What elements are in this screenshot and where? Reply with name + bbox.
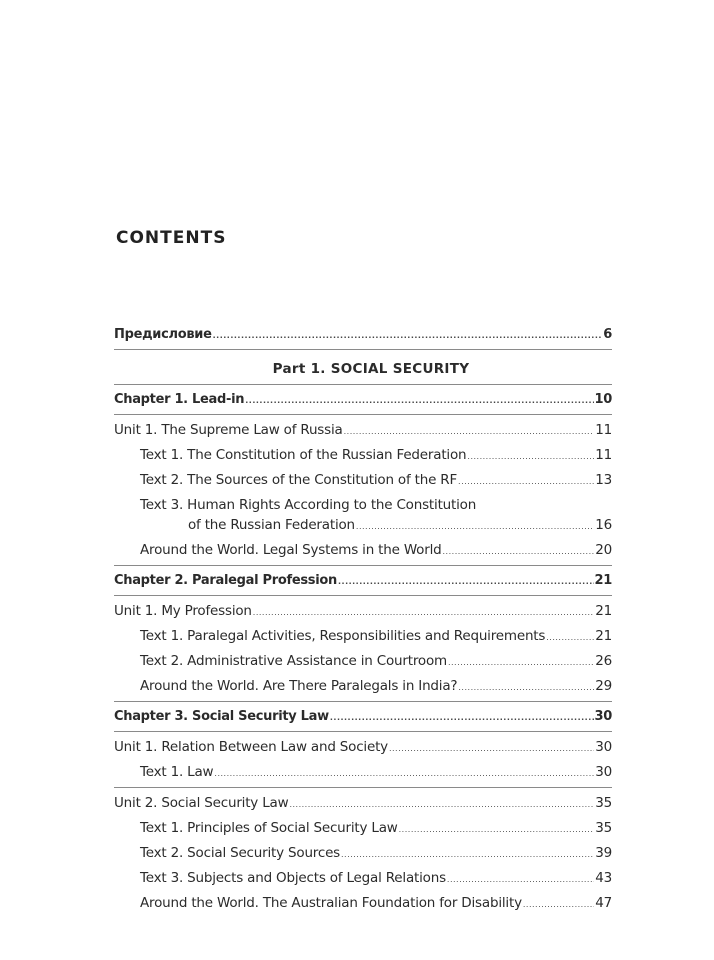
toc-entry-label: Around the World. Are There Paralegals in India? <box>140 678 458 694</box>
toc-entry-label: Text 1. The Constitution of the Russian Federation <box>140 447 467 463</box>
toc-entry-unit <box>114 795 612 813</box>
toc-entry-label: Unit 1. Relation Between Law and Society <box>114 739 388 755</box>
dot-leader <box>330 708 594 726</box>
dot-leader <box>253 603 594 621</box>
toc-page-number: 6 <box>603 327 612 342</box>
divider <box>114 565 612 566</box>
toc-entry-label: Text 2. The Sources of the Constitution of the RF <box>140 472 458 488</box>
dot-leader <box>338 572 594 590</box>
divider <box>114 701 612 702</box>
dot-leader <box>447 870 594 888</box>
toc-entry-text <box>114 472 612 490</box>
dot-leader <box>289 795 594 813</box>
toc-page-number: 30 <box>595 739 612 755</box>
dot-leader <box>213 326 603 344</box>
toc-entry-label: Chapter 3. Social Security Law <box>114 709 329 724</box>
toc-page-number: 35 <box>595 820 612 836</box>
toc-entry-text <box>114 764 612 782</box>
toc-page-number: 26 <box>595 653 612 669</box>
toc-entry-preface <box>114 326 612 343</box>
toc-page-number: 16 <box>595 517 612 533</box>
contents-heading: CONTENTS <box>116 228 227 248</box>
divider <box>114 731 612 732</box>
toc-entry-text-line2 <box>114 517 612 535</box>
toc-entry-label: Text 1. Principles of Social Security Law <box>140 820 398 836</box>
toc-entry-label: Text 3. Human Rights According to the Constitution <box>140 497 477 513</box>
toc-entry-unit <box>114 422 612 440</box>
toc-entry-text <box>114 628 612 646</box>
toc-entry-label: Around the World. The Australian Foundation for Disability <box>140 895 522 911</box>
dot-leader <box>356 517 594 535</box>
toc-entry-label: Chapter 2. Paralegal Profession <box>114 573 337 588</box>
divider <box>114 595 612 596</box>
toc-entry-text <box>114 870 612 888</box>
toc-entry-label: of the Russian Federation <box>188 517 355 533</box>
dot-leader <box>523 895 594 913</box>
toc-page-number: 13 <box>595 472 612 488</box>
toc-entry-text <box>114 653 612 671</box>
toc-page-number: 21 <box>595 603 612 619</box>
toc-entry-chapter <box>114 708 612 726</box>
toc-entry-label: Around the World. Legal Systems in the World <box>140 542 442 558</box>
divider <box>114 349 612 350</box>
toc-entry-label: Предисловие <box>114 327 212 342</box>
table-of-contents <box>114 326 612 913</box>
toc-page-number: 47 <box>595 895 612 911</box>
dot-leader <box>214 764 594 782</box>
toc-page-number: 11 <box>595 447 612 463</box>
toc-entry-label: Text 3. Subjects and Objects of Legal Relations <box>140 870 446 886</box>
toc-page-number: 21 <box>594 573 612 588</box>
toc-page-number: 30 <box>594 709 612 724</box>
toc-page-number: 10 <box>594 392 612 407</box>
part-heading: Part 1. SOCIAL SECURITY <box>272 361 470 377</box>
toc-entry-label: Text 1. Paralegal Activities, Responsibilities and Requirements <box>140 628 546 644</box>
divider <box>114 787 612 788</box>
toc-entry-label: Unit 2. Social Security Law <box>114 795 289 811</box>
toc-page-number: 39 <box>595 845 612 861</box>
dot-leader <box>245 391 593 409</box>
dot-leader <box>546 628 594 646</box>
toc-page-number: 30 <box>595 764 612 780</box>
toc-entry-label: Text 1. Law <box>140 764 214 780</box>
toc-entry-around-world <box>114 542 612 560</box>
toc-entry-label: Unit 1. The Supreme Law of Russia <box>114 422 343 438</box>
dot-leader <box>341 845 594 863</box>
dot-leader <box>399 820 595 838</box>
dot-leader <box>458 678 594 696</box>
divider <box>114 414 612 415</box>
toc-entry-text <box>114 820 612 838</box>
toc-entry-text <box>114 447 612 465</box>
toc-entry-label: Chapter 1. Lead-in <box>114 392 245 407</box>
toc-page-number: 20 <box>595 542 612 558</box>
toc-page-number: 21 <box>595 628 612 644</box>
dot-leader <box>448 653 594 671</box>
toc-page-number: 43 <box>595 870 612 886</box>
toc-page-number: 35 <box>595 795 612 811</box>
toc-entry-unit <box>114 739 612 757</box>
dot-leader <box>467 447 594 465</box>
toc-entry-chapter <box>114 391 612 409</box>
dot-leader <box>443 542 595 560</box>
toc-entry-around-world <box>114 678 612 696</box>
dot-leader <box>389 739 594 757</box>
dot-leader <box>344 422 595 440</box>
toc-entry-label: Text 2. Social Security Sources <box>140 845 341 861</box>
toc-entry-around-world <box>114 895 612 913</box>
toc-entry-label: Unit 1. My Profession <box>114 603 252 619</box>
toc-entry-unit <box>114 603 612 621</box>
toc-page-number: 29 <box>595 678 612 694</box>
dot-leader <box>458 472 594 490</box>
toc-page-number: 11 <box>595 422 612 438</box>
toc-entry-label: Text 2. Administrative Assistance in Courtroom <box>140 653 447 669</box>
toc-entry-text <box>114 845 612 863</box>
toc-entry-chapter <box>114 572 612 590</box>
toc-entry-text-line1 <box>114 497 612 514</box>
divider <box>114 384 612 385</box>
